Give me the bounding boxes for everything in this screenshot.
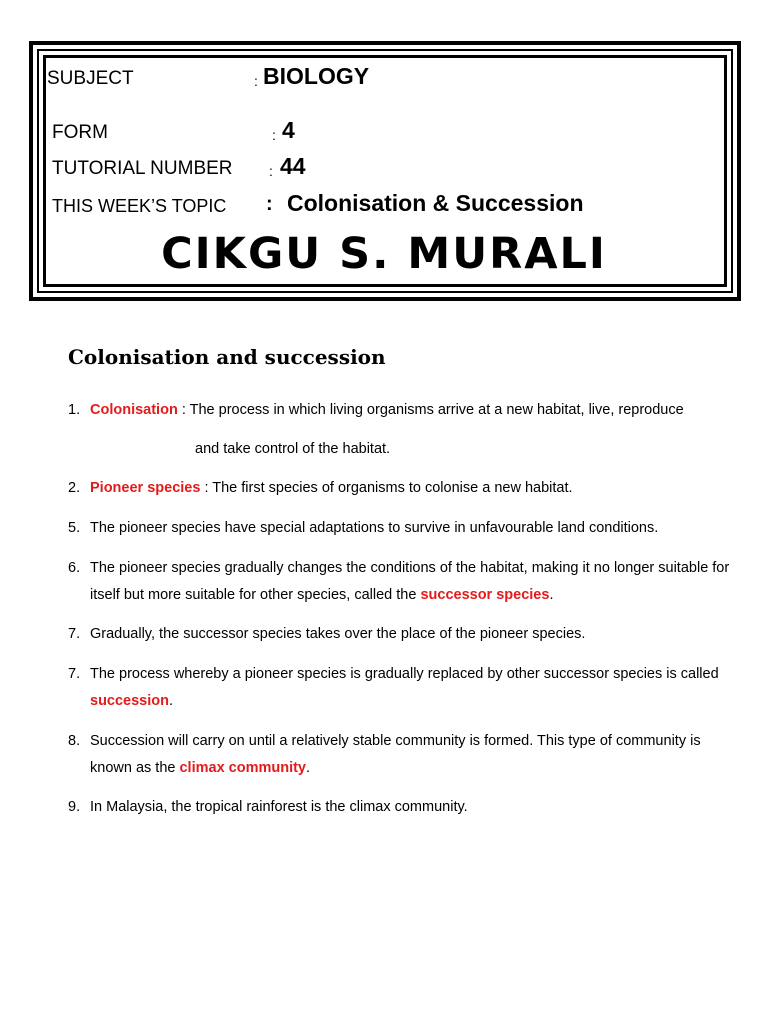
item-text xyxy=(90,475,730,502)
tutorial-colon: : xyxy=(269,163,273,179)
item-body: : The first species of organisms to colonise a new habitat. xyxy=(200,480,573,496)
tutorial-value: 44 xyxy=(280,153,306,179)
list-item-continuation: and take control of the habitat. xyxy=(195,441,391,457)
subject-colon: : xyxy=(254,73,258,89)
item-end: . xyxy=(169,693,174,709)
form-colon: : xyxy=(272,127,276,143)
item-number: 5. xyxy=(68,520,81,536)
item-text xyxy=(90,661,730,715)
subject-label: SUBJECT xyxy=(47,68,134,89)
item-number: 7. xyxy=(68,666,81,682)
item-end: . xyxy=(549,587,554,603)
term-successor-species: successor species xyxy=(420,587,550,603)
item-number: 9. xyxy=(68,799,81,815)
term-colonisation: Colonisation xyxy=(90,402,178,418)
form-value: 4 xyxy=(282,117,295,143)
subject-value: BIOLOGY xyxy=(263,63,370,89)
item-body: Gradually, the successor species takes over the place of the pioneer species. xyxy=(90,626,586,642)
item-number: 2. xyxy=(68,480,81,496)
item-end: . xyxy=(306,760,311,776)
item-text xyxy=(90,397,730,424)
topic-label: THIS WEEK’S TOPIC xyxy=(52,196,227,216)
term-pioneer-species: Pioneer species xyxy=(90,480,201,496)
item-body: The pioneer species have special adaptations to survive in unfavourable land conditions. xyxy=(90,520,659,536)
topic-value: Colonisation & Succession xyxy=(287,190,584,216)
item-body: The pioneer species gradually changes the conditions of the habitat, making it no longer suitable for itself but more suitable for other species, called the xyxy=(90,560,730,603)
item-number: 8. xyxy=(68,733,81,749)
item-number: 6. xyxy=(68,560,81,576)
topic-colon: : xyxy=(266,193,273,215)
item-text xyxy=(90,728,730,782)
item-body: In Malaysia, the tropical rainforest is the climax community. xyxy=(90,799,468,815)
item-text xyxy=(90,555,730,609)
term-succession: succession xyxy=(90,693,169,709)
item-number: 7. xyxy=(68,626,81,642)
teacher-name: CIKGU S. MURALI xyxy=(161,229,607,279)
item-body: The process whereby a pioneer species is gradually replaced by other successor species is called xyxy=(90,666,719,682)
tutorial-label: TUTORIAL NUMBER xyxy=(52,158,233,179)
form-label: FORM xyxy=(52,122,108,143)
item-body: : The process in which living organisms arrive at a new habitat, live, reproduce xyxy=(177,402,684,418)
item-number: 1. xyxy=(68,402,81,418)
section-title: Colonisation and succession xyxy=(68,345,386,369)
term-climax-community: climax community xyxy=(179,760,306,776)
item-body: Succession will carry on until a relatively stable community is formed. This type of community is known as the xyxy=(90,733,701,776)
